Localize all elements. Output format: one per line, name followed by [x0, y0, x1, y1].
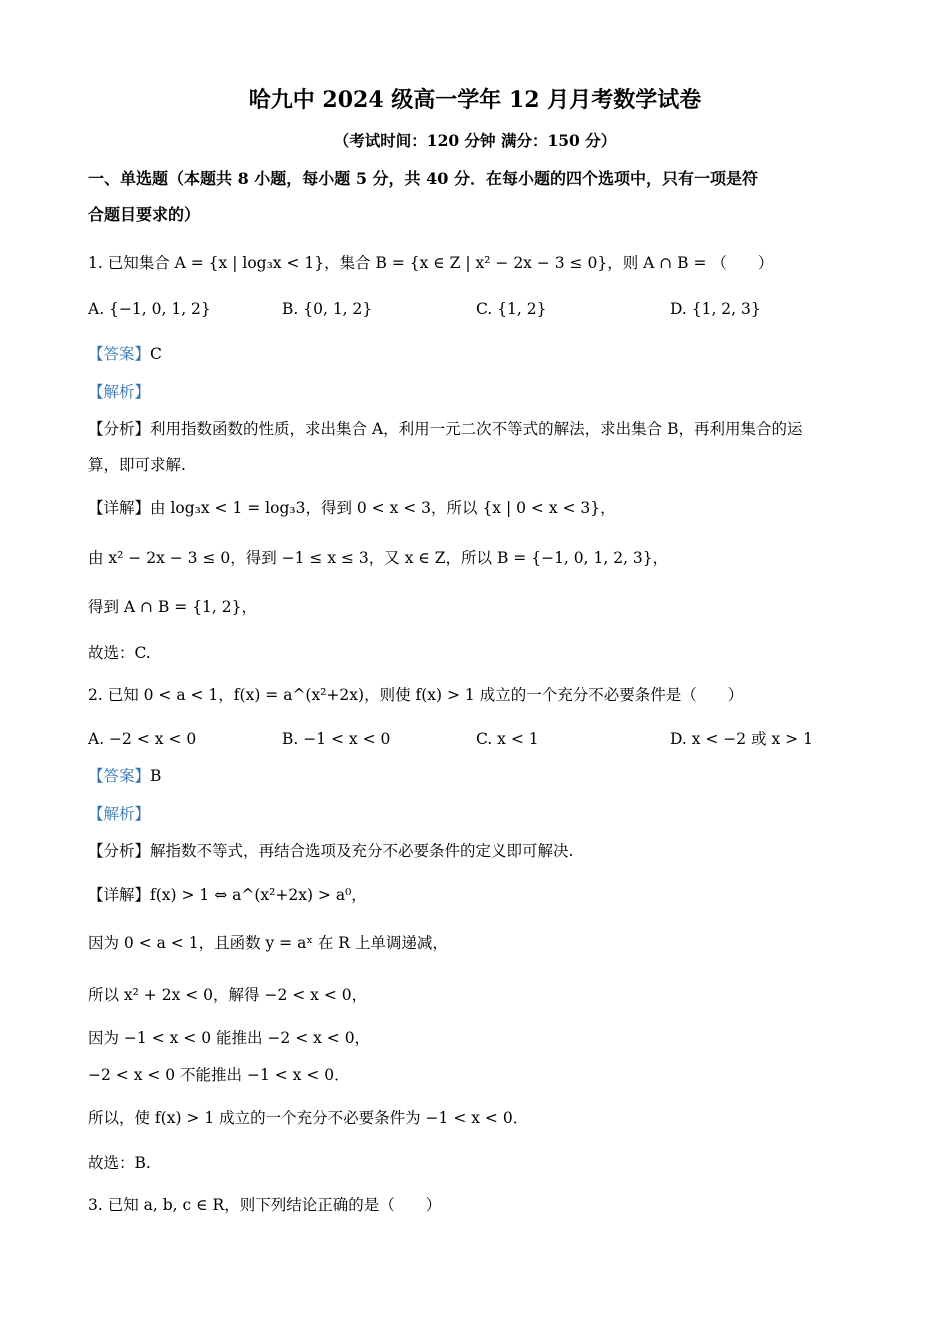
q1-detail-tag: 【详解】 [88, 499, 151, 517]
q2-conclusion: 故选：B. [88, 1154, 151, 1172]
q2-answer-tag: 【答案】 [88, 767, 151, 785]
section-heading-line2: 合题目要求的） [88, 205, 201, 224]
q1-option-a: A. {−1, 0, 1, 2} [88, 300, 211, 318]
q2-detail-tag: 【详解】 [88, 886, 151, 904]
q1-fenxi-line2: 算，即可求解. [88, 456, 186, 474]
q1-answer-line [88, 343, 162, 365]
q2-option-c: C. x < 1 [476, 730, 539, 748]
q2-option-d: D. x < −2 或 x > 1 [670, 730, 813, 748]
q2-detail-line6: 所以，使 f(x) > 1 成立的一个充分不必要条件为 −1 < x < 0． [88, 1109, 529, 1127]
q2-detail-line2: 因为 0 < a < 1，且函数 y = aˣ 在 R 上单调递减， [88, 934, 448, 952]
exam-title: 哈九中 2024 级高一学年 12 月月考数学试卷 [248, 87, 702, 113]
q1-analysis-line [88, 381, 150, 403]
q2-answer-line [88, 765, 161, 787]
q1-analysis-tag: 【解析】 [88, 383, 151, 401]
q2-detail-line1 [88, 884, 367, 906]
q1-detail-text1: 由 log₃x < 1 = log₃3，得到 0 < x < 3，所以 {x | 0 < x < 3}， [150, 499, 616, 517]
q2-stem: 2. 已知 0 < a < 1，f(x) = a^(x²+2x)，则使 f(x) > 1 成立的一个充分不必要条件是（ ） [88, 686, 744, 704]
q1-fenxi-tag: 【分析】 [88, 420, 151, 438]
q2-option-b: B. −1 < x < 0 [282, 730, 391, 748]
section-heading-line1: 一、单选题（本题共 8 小题，每小题 5 分，共 40 分．在每小题的四个选项中，只有一项是符 [88, 169, 758, 188]
q2-fenxi-tag: 【分析】 [88, 842, 151, 860]
q2-fenxi-line [88, 840, 573, 862]
q1-detail-line2: 由 x² − 2x − 3 ≤ 0，得到 −1 ≤ x ≤ 3，又 x ∈ Z，所以 B = {−1, 0, 1, 2, 3}， [88, 549, 669, 567]
q1-fenxi-line1 [88, 418, 802, 440]
q2-analysis-line [88, 803, 150, 825]
q2-detail-text1: f(x) > 1 ⇔ a^(x²+2x) > a⁰， [150, 886, 367, 904]
q1-conclusion: 故选：C. [88, 644, 151, 662]
q1-detail-line3: 得到 A ∩ B = {1, 2}， [88, 598, 257, 616]
q3-stem: 3. 已知 a, b, c ∈ R，则下列结论正确的是（ ） [88, 1196, 442, 1214]
q2-detail-line5: −2 < x < 0 不能推出 −1 < x < 0． [88, 1066, 350, 1084]
q1-option-c: C. {1, 2} [476, 300, 547, 318]
q1-answer: C [150, 345, 162, 363]
q2-detail-line3: 所以 x² + 2x < 0，解得 −2 < x < 0， [88, 986, 368, 1004]
q1-detail-line1 [88, 497, 616, 519]
q1-stem: 1. 已知集合 A = {x | log₃x < 1}，集合 B = {x ∈ Z | x² − 2x − 3 ≤ 0}，则 A ∩ B = （ ） [88, 254, 774, 272]
exam-subtitle: （考试时间：120 分钟 满分：150 分） [333, 131, 617, 150]
q2-analysis-tag: 【解析】 [88, 805, 151, 823]
q1-option-d: D. {1, 2, 3} [670, 300, 761, 318]
q1-option-b: B. {0, 1, 2} [282, 300, 373, 318]
q2-answer: B [150, 767, 162, 785]
q2-fenxi-text: 解指数不等式，再结合选项及充分不必要条件的定义即可解决. [150, 842, 574, 860]
q1-answer-tag: 【答案】 [88, 345, 151, 363]
q1-fenxi-text1: 利用指数函数的性质，求出集合 A，利用一元二次不等式的解法，求出集合 B，再利用集合的运 [150, 420, 803, 438]
q2-option-a: A. −2 < x < 0 [88, 730, 197, 748]
q2-detail-line4: 因为 −1 < x < 0 能推出 −2 < x < 0， [88, 1029, 371, 1047]
